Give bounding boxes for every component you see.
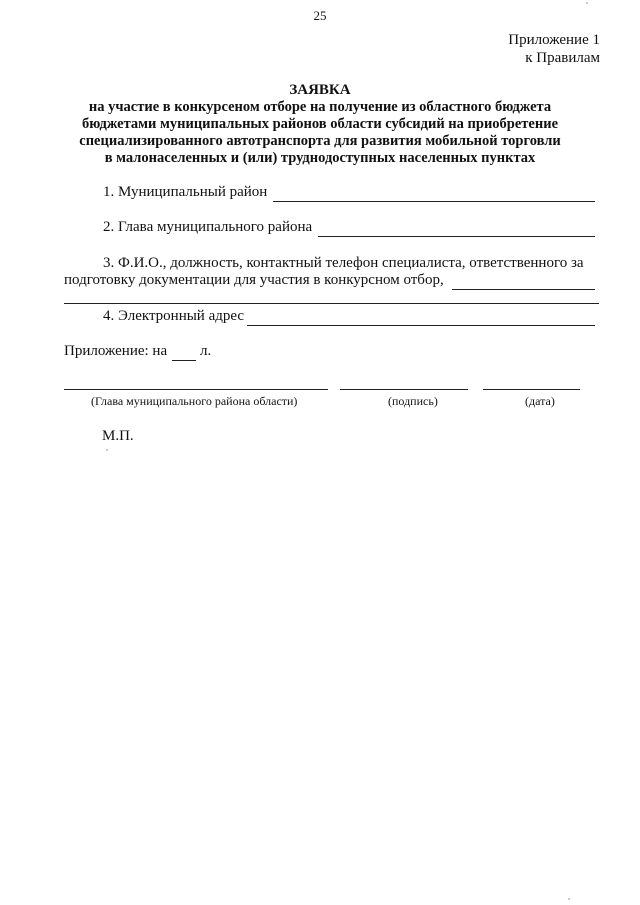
date-line[interactable]	[483, 389, 580, 390]
date-caption: (дата)	[525, 394, 555, 408]
scan-speck	[106, 449, 108, 451]
title-line-3: специализированного автотранспорта для развития мобильной торговли	[79, 133, 561, 149]
head-name-caption: (Глава муниципального района области)	[91, 394, 298, 408]
appendix-rules-label: к Правилам	[525, 50, 600, 66]
signature-line[interactable]	[340, 389, 468, 390]
specialist-info-label: 3. Ф.И.О., должность, контактный телефон специалиста, ответственного за	[103, 255, 584, 271]
specialist-info-label-cont: подготовку документации для участия в конкурсном отбор,	[64, 272, 444, 288]
specialist-info-line[interactable]	[452, 289, 595, 290]
district-head-line[interactable]	[318, 236, 595, 237]
municipal-district-label: 1. Муниципальный район	[103, 184, 268, 200]
appendix-label: Приложение 1	[508, 32, 600, 48]
attachment-pages-unit: л.	[200, 343, 212, 359]
email-line[interactable]	[247, 325, 595, 326]
signature-caption: (подпись)	[388, 394, 438, 408]
title-line-4: в малонаселенных и (или) труднодоступных населенных пунктах	[104, 150, 536, 166]
scan-speck	[568, 898, 570, 900]
title-line-2: бюджетами муниципальных районов области субсидий на приобретение	[81, 116, 559, 132]
scan-speck	[586, 2, 588, 4]
email-label: 4. Электронный адрес	[103, 308, 245, 324]
specialist-info-line-2[interactable]	[64, 303, 599, 304]
head-name-line[interactable]	[64, 389, 328, 390]
document-title: ЗАЯВКА	[289, 82, 351, 98]
attachment-label: Приложение: на	[64, 343, 168, 359]
stamp-label: М.П.	[102, 428, 134, 444]
title-line-1: на участие в конкурсеном отборе на получение из областного бюджета	[88, 99, 552, 115]
page-number: 25	[313, 8, 327, 23]
attachment-pages-line[interactable]	[172, 360, 196, 361]
municipal-district-line[interactable]	[273, 201, 595, 202]
district-head-label: 2. Глава муниципального района	[103, 219, 313, 235]
